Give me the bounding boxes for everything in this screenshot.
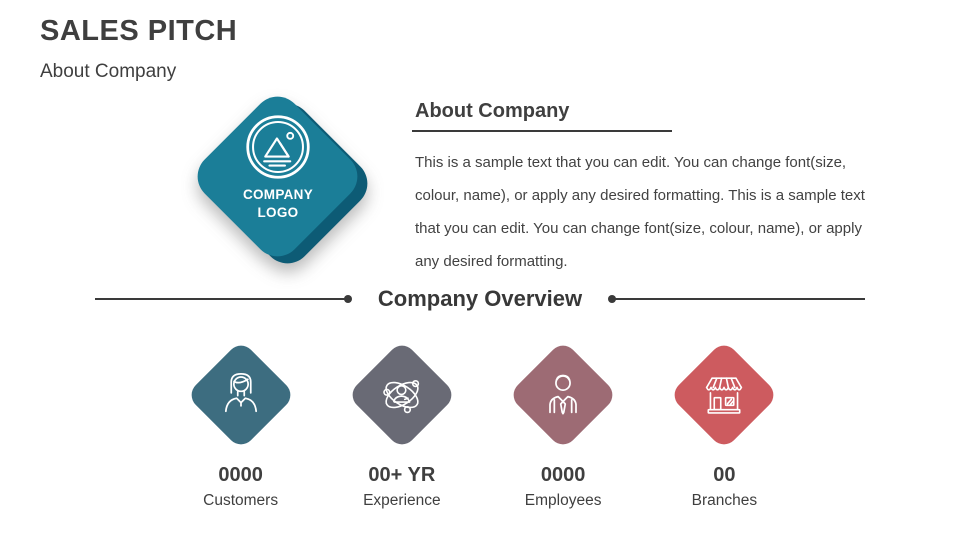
overview-right-line	[610, 298, 865, 300]
stat-col-employees	[483, 340, 644, 511]
stats-row	[160, 340, 805, 511]
about-body-text: This is a sample text that you can edit. You can change font(size, colour, name), or apply any desired formatting. This is a sample text that you can edit. You can change font(size, colour, name), or apply any desired formatting.	[415, 154, 865, 270]
stat-value-branches: 00	[713, 464, 736, 486]
overview-heading-row	[95, 283, 865, 315]
employee-icon	[508, 340, 618, 450]
stat-col-customers	[160, 340, 321, 511]
overview-left-line	[95, 298, 350, 300]
overview-heading: Company Overview	[377, 286, 583, 311]
stat-label-customers: Customers	[203, 492, 279, 509]
stat-label-employees: Employees	[524, 492, 602, 509]
stat-value-customers: 0000	[218, 464, 263, 486]
customer-icon	[186, 340, 296, 450]
stat-col-branches	[644, 340, 805, 511]
about-heading-underline	[412, 130, 672, 132]
company-logo-diamond	[188, 87, 368, 267]
logo-text-line2: LOGO	[257, 205, 299, 220]
logo-text-line1: COMPANY	[242, 187, 314, 202]
stat-label-experience: Experience	[363, 492, 441, 509]
stat-diamond-employees	[508, 340, 618, 450]
about-heading: About Company	[415, 100, 570, 122]
stat-value-experience: 00+ YR	[368, 464, 436, 486]
stat-col-experience	[321, 340, 482, 511]
overview-right-dot	[608, 295, 616, 303]
stat-diamond-branches	[669, 340, 779, 450]
overview-left-dot	[344, 295, 352, 303]
slide-subtitle: About Company	[40, 61, 177, 82]
stat-diamond-experience	[347, 340, 457, 450]
stat-label-branches: Branches	[691, 492, 758, 509]
stat-value-employees: 0000	[540, 464, 586, 486]
mountain-picture-logo-icon	[244, 113, 312, 181]
slide-title: SALES PITCH	[40, 15, 238, 47]
stat-diamond-customers	[186, 340, 296, 450]
experience-icon	[347, 340, 457, 450]
store-icon	[669, 340, 779, 450]
